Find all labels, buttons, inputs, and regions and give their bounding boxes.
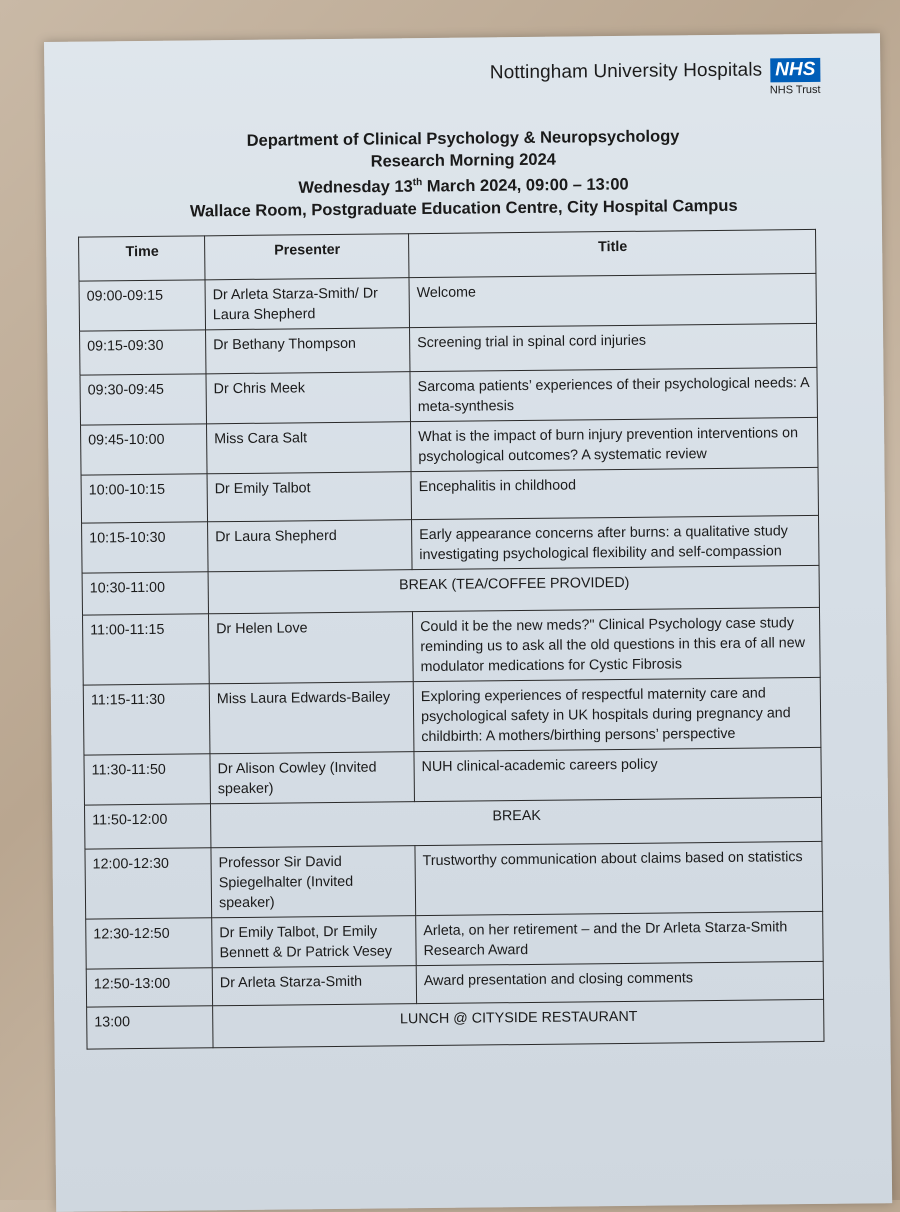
row-time: 13:00 <box>87 1006 213 1049</box>
row-title: Screening trial in spinal cord injuries <box>410 323 817 371</box>
row-time: 11:00-11:15 <box>83 614 210 685</box>
row-time: 09:45-10:00 <box>81 424 208 475</box>
row-title: Award presentation and closing comments <box>416 961 823 1003</box>
row-title: What is the impact of burn injury prevention interventions on psychological outcomes? A systematic review <box>410 417 818 471</box>
schedule-break-row <box>84 797 821 849</box>
row-time: 10:30-11:00 <box>82 572 208 615</box>
nhs-trust-label: NHS Trust <box>769 83 821 97</box>
nhs-logo-block <box>490 58 821 99</box>
agenda-heading <box>45 123 882 223</box>
row-time: 11:15-11:30 <box>83 684 210 755</box>
schedule-row <box>84 747 821 805</box>
schedule-header-row <box>79 229 816 281</box>
header-title: Title <box>409 229 816 277</box>
nhs-logo-mark: NHS <box>770 58 820 83</box>
schedule-row <box>83 607 821 685</box>
row-break-label: BREAK (TEA/COFFEE PROVIDED) <box>208 565 819 613</box>
row-time: 12:00-12:30 <box>85 848 212 919</box>
row-time: 10:00-10:15 <box>81 474 207 523</box>
row-presenter: Dr Chris Meek <box>206 372 411 424</box>
row-time: 09:15-09:30 <box>80 330 206 375</box>
row-time: 11:30-11:50 <box>84 754 211 805</box>
event-title: Research Morning 2024 <box>370 150 556 171</box>
row-title: Welcome <box>409 273 817 327</box>
row-presenter: Dr Bethany Thompson <box>206 328 410 374</box>
row-title: Exploring experiences of respectful maternity care and psychological safety in UK hospitals during pregnancy and childbirth: A mothers/birthing persons’ perspective <box>413 677 821 751</box>
row-presenter: Dr Arleta Starza-Smith <box>212 966 416 1006</box>
row-presenter: Dr Emily Talbot <box>207 472 411 522</box>
schedule-row <box>82 515 819 573</box>
row-title: Trustworthy communication about claims based on statistics <box>415 841 823 915</box>
row-presenter: Miss Cara Salt <box>207 422 412 474</box>
row-presenter: Professor Sir David Spiegelhalter (Invited speaker) <box>211 846 416 918</box>
row-time: 09:00-09:15 <box>79 280 206 331</box>
row-presenter: Dr Helen Love <box>208 612 413 684</box>
row-title: Encephalitis in childhood <box>411 467 818 519</box>
department-title: Department of Clinical Psychology & Neuropsychology <box>246 127 680 150</box>
row-time: 12:30-12:50 <box>86 918 213 969</box>
schedule-row <box>86 911 823 969</box>
schedule-row <box>80 367 817 425</box>
schedule-break-row <box>87 999 824 1049</box>
schedule-row <box>79 273 816 331</box>
schedule-row <box>85 841 823 919</box>
event-venue: Wallace Room, Postgraduate Education Centre, City Hospital Campus <box>189 196 738 220</box>
row-title: Arleta, on her retirement – and the Dr Arleta Starza-Smith Research Award <box>416 911 824 965</box>
row-title: Could it be the new meds?" Clinical Psychology case study reminding us to ask all the old questions in this era of all new modulator medications for Cystic Fibrosis <box>412 607 820 681</box>
event-date: Wednesday 13th March 2024, 09:00 – 13:00 <box>298 175 629 197</box>
row-title: NUH clinical-academic careers policy <box>414 747 822 801</box>
row-title: Sarcoma patients’ experiences of their psychological needs: A meta-synthesis <box>410 367 818 421</box>
schedule-row <box>81 467 818 523</box>
row-presenter: Dr Emily Talbot, Dr Emily Bennett & Dr Patrick Vesey <box>212 916 417 968</box>
schedule-row <box>81 417 818 475</box>
row-presenter: Dr Alison Cowley (Invited speaker) <box>210 752 415 804</box>
row-title: Early appearance concerns after burns: a qualitative study investigating psychological flexibility and self-compassion <box>412 515 820 569</box>
header-time: Time <box>79 236 205 281</box>
schedule-body <box>79 273 824 1049</box>
organisation-name: Nottingham University Hospitals <box>489 59 763 84</box>
row-break-label: LUNCH @ CITYSIDE RESTAURANT <box>213 999 824 1047</box>
row-break-label: BREAK <box>210 797 821 847</box>
row-presenter: Dr Arleta Starza-Smith/ Dr Laura Shepherd <box>205 278 410 330</box>
agenda-sheet <box>44 33 892 1212</box>
schedule-table <box>78 229 824 1050</box>
row-time: 12:50-13:00 <box>86 968 212 1007</box>
schedule-row <box>80 323 817 375</box>
schedule-row <box>83 677 821 755</box>
row-presenter: Dr Laura Shepherd <box>208 520 413 572</box>
header-presenter: Presenter <box>205 234 409 280</box>
row-time: 10:15-10:30 <box>82 522 209 573</box>
row-presenter: Miss Laura Edwards-Bailey <box>209 682 414 754</box>
row-time: 11:50-12:00 <box>84 804 210 849</box>
row-time: 09:30-09:45 <box>80 374 207 425</box>
